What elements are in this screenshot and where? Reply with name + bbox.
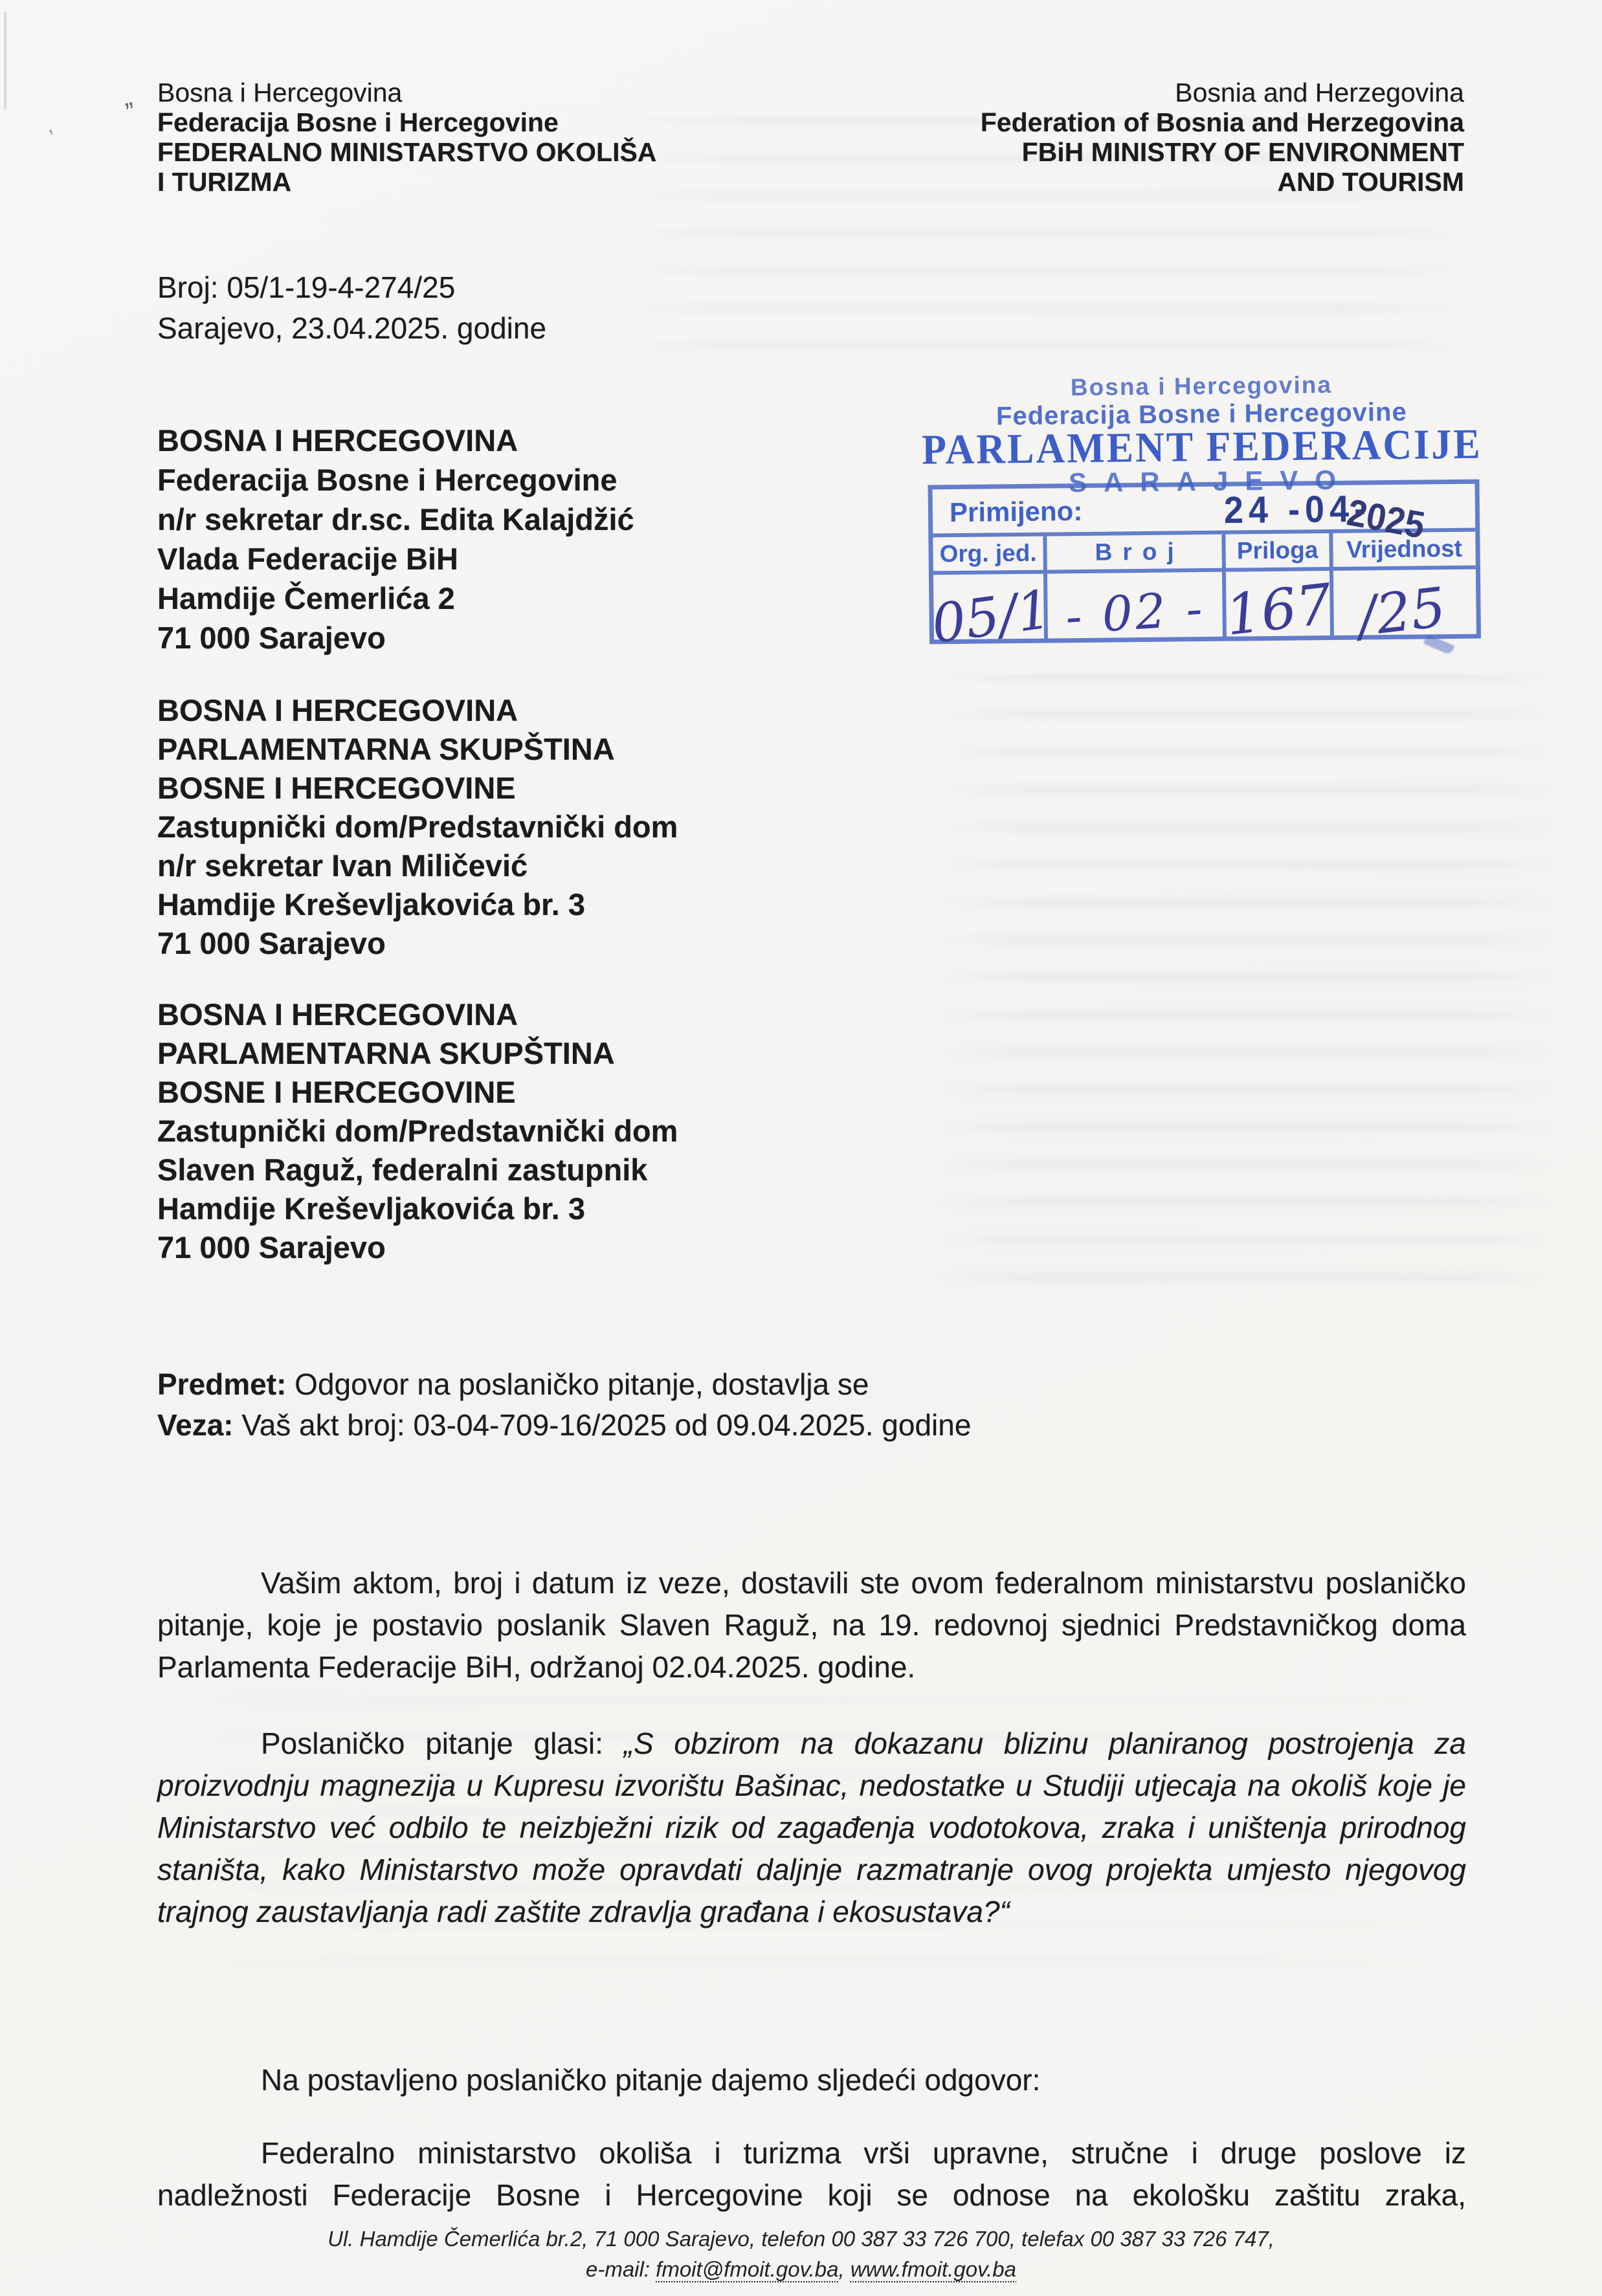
recipient-block-deputy	[157, 995, 678, 1267]
footer-separator: ,	[838, 2257, 851, 2281]
recipient-line: BOSNE I HERCEGOVINE	[157, 771, 516, 805]
reference-place-date: Sarajevo, 23.04.2025. godine	[157, 311, 547, 345]
stamp-received-date-day-month: 24 -04-	[1223, 487, 1372, 532]
subject-line	[157, 1364, 971, 1405]
question-lead: Poslaničko pitanje glasi:	[261, 1727, 624, 1760]
stamp-received-date-year: 2025	[1344, 491, 1429, 547]
recipient-line: Hamdije Čemerlića 2	[157, 581, 455, 615]
veza-text: Vaš akt broj: 03-04-709-16/2025 od 09.04.2025. godine	[233, 1408, 972, 1442]
stamp-federation: Federacija Bosne i Hercegovine	[996, 397, 1407, 431]
footer-email-label: e-mail:	[585, 2257, 656, 2281]
recipient-line: n/r sekretar dr.sc. Edita Kalajdžić	[157, 502, 634, 536]
paragraph-answer: Federalno ministarstvo okoliša i turizma vrši upravne, stručne i druge poslove iz nadležnosti Federacije Bosne i Hercegovine koji se odnose na ekološku zaštitu zraka,	[157, 2136, 1466, 2212]
recipient-line: Federacija Bosne i Hercegovine	[157, 463, 617, 497]
recipient-line: Zastupnički dom/Predstavnički dom	[157, 1114, 678, 1148]
recipient-line: Hamdije Kreševljakovića br. 3	[157, 1191, 585, 1226]
stamp-value-priloga	[1222, 571, 1335, 648]
subject-label: Predmet:	[157, 1367, 287, 1401]
footer	[0, 2224, 1602, 2284]
recipient-line: BOSNA I HERCEGOVINA	[157, 693, 518, 727]
parliament-receipt-stamp	[904, 359, 1509, 670]
stamp-received-row	[933, 484, 1476, 547]
subject-block	[157, 1364, 971, 1446]
recipient-line: BOSNA I HERCEGOVINA	[157, 997, 518, 1032]
recipient-line: PARLAMENTARNA SKUPŠTINA	[157, 732, 615, 766]
recipient-line: 71 000 Sarajevo	[157, 926, 386, 960]
letterhead-right-ministry-line1: FBiH MINISTRY OF ENVIRONMENT	[1021, 137, 1464, 167]
stamp-col-priloga: Priloga	[1225, 533, 1333, 572]
veza-label: Veza:	[157, 1408, 234, 1442]
stamp-protocol-table	[928, 480, 1481, 656]
handwritten-priloga: 167	[1222, 571, 1335, 648]
letterhead-right-country: Bosnia and Herzegovina	[1175, 78, 1464, 107]
letterhead-right-ministry-line2: AND TOURISM	[1277, 167, 1464, 197]
paragraph-intro: Vašim aktom, broj i datum iz veze, dostavili ste ovom federalnom ministarstvu poslaničko pitanje, koje je postavio poslanik Slaven Raguž, na 19. redovnoj sjednici Predstavničkog doma Parlamenta Federacije BiH, održanoj 02.04.2025. godine.	[157, 1566, 1466, 1684]
stamp-col-org-jed: Org. jed.	[933, 536, 1047, 575]
recipient-line: 71 000 Sarajevo	[157, 1230, 386, 1264]
stamp-city: SARAJEVO	[1068, 464, 1353, 498]
letterhead-left	[157, 78, 656, 197]
subject-text: Odgovor na poslaničko pitanje, dostavlja se	[286, 1367, 869, 1401]
scan-edge-artifact	[4, 12, 6, 109]
recipient-line: Slaven Raguž, federalni zastupnik	[157, 1153, 648, 1187]
recipient-line: Zastupnički dom/Predstavnički dom	[157, 810, 678, 844]
stamp-value-org-jed	[928, 574, 1055, 656]
recipient-line: Vlada Federacije BiH	[157, 542, 458, 576]
recipient-block-government	[157, 421, 634, 657]
stamp-col-broj: Broj	[1047, 535, 1226, 574]
recipient-line: PARLAMENTARNA SKUPŠTINA	[157, 1036, 615, 1070]
letterhead-left-federation: Federacija Bosne i Hercegovine	[157, 107, 559, 137]
letterhead-left-country: Bosna i Hercegovina	[157, 78, 403, 107]
recipient-line: BOSNA I HERCEGOVINA	[157, 423, 518, 458]
recipient-line: BOSNE I HERCEGOVINE	[157, 1075, 516, 1109]
recipient-line: n/r sekretar Ivan Miličević	[157, 848, 528, 883]
stamp-parliament-title: PARLAMENT FEDERACIJE	[921, 421, 1483, 474]
footer-email: fmoit@fmoit.gov.ba	[656, 2257, 839, 2281]
scan-speck	[41, 114, 56, 138]
handwritten-org-jed: 05/1	[928, 578, 1055, 656]
recipient-line: 71 000 Sarajevo	[157, 621, 386, 655]
footer-website: www.fmoit.gov.ba	[850, 2257, 1016, 2281]
veza-line	[157, 1405, 971, 1446]
question-quote: „S obzirom na dokazanu blizinu planiranog postrojenja za proizvodnju magnezija u Kupresu izvorištu Bašinac, nedostatke u Studiji utjecaja na okoliš koje je Ministarstvo već odbilo te neizbježni rizik od zagađenja vodotokova, zraka i uništenja prirodnog staništa, kako Ministarstvo može opravdati daljnje razmatranje ovog projekta umjesto njegovog trajnog zaustavljanja radi zaštite zdravlja građana i ekosustava?“	[157, 1727, 1466, 1928]
stamp-value-broj	[1047, 572, 1227, 645]
letterhead-left-ministry-line2: I TURIZMA	[157, 167, 292, 197]
recipient-line: Hamdije Kreševljakovića br. 3	[157, 887, 585, 922]
recipient-block-parliament-secretary	[157, 691, 678, 963]
letterhead-right-federation: Federation of Bosnia and Herzegovina	[980, 107, 1464, 137]
stamp-received-label: Primijeno:	[949, 495, 1083, 528]
letterhead-right	[981, 78, 1464, 197]
bleed-through-artifact	[939, 673, 1553, 1294]
reference-number: Broj: 05/1-19-4-274/25	[157, 270, 456, 304]
paragraph-question	[157, 1723, 1466, 1933]
handwritten-broj: - 02 -	[1064, 580, 1207, 645]
stamp-col-vrijednost: Vrijednost	[1333, 532, 1476, 571]
reference-block	[157, 267, 546, 349]
stamp-country: Bosna i Hercegovina	[1070, 371, 1333, 401]
letterhead-left-ministry-line1: FEDERALNO MINISTARSTVO OKOLIŠA	[157, 137, 657, 167]
scan-speck	[120, 82, 134, 113]
handwritten-vrijednost: /25	[1355, 575, 1449, 648]
paragraph-answer-intro: Na postavljeno poslaničko pitanje dajemo sljedeći odgovor:	[261, 2063, 1041, 2097]
stamp-value-vrijednost	[1333, 569, 1476, 648]
footer-contact-line	[0, 2254, 1602, 2284]
footer-address-line: Ul. Hamdije Čemerlića br.2, 71 000 Sarajevo, telefon 00 387 33 726 700, telefax 00 387 33 726 747,	[328, 2227, 1274, 2251]
